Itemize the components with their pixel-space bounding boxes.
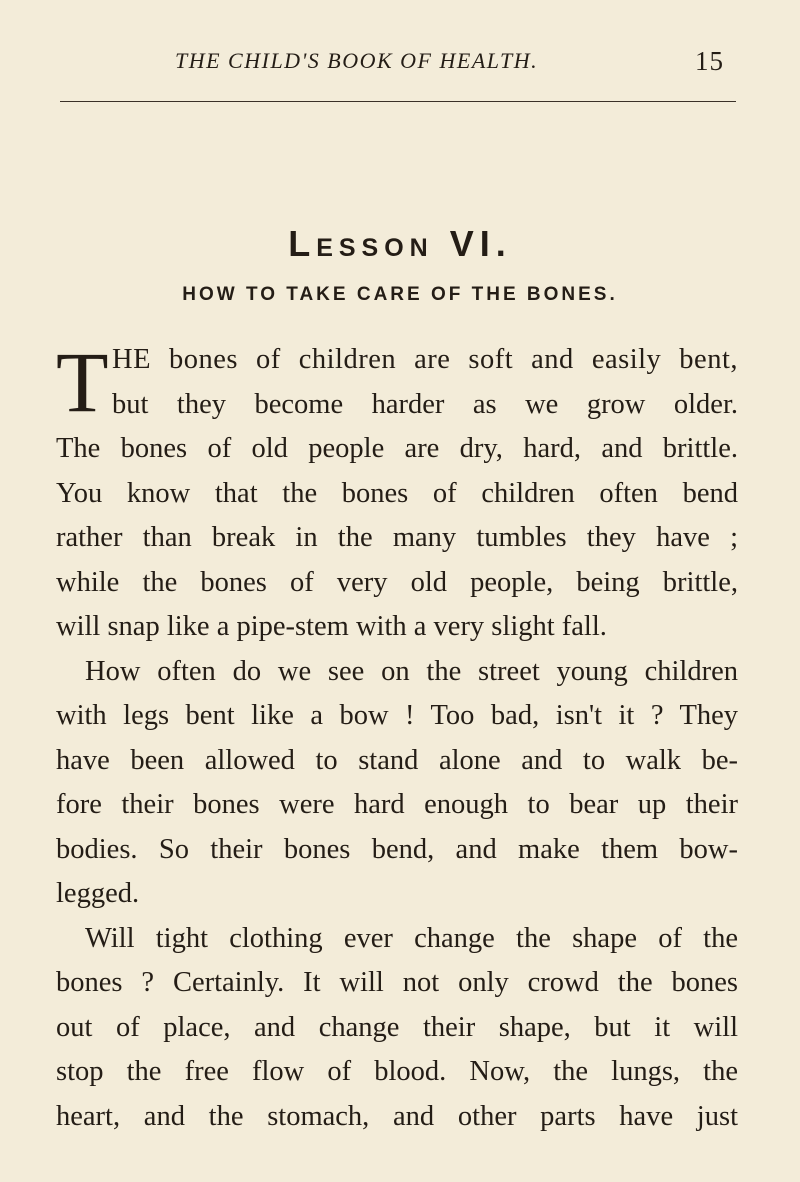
header-rule <box>60 101 736 102</box>
text-line: out of place, and change their shape, but it will <box>56 1011 738 1043</box>
text-line: You know that the bones of children often bend <box>56 477 738 509</box>
lesson-subtitle: HOW TO TAKE CARE OF THE BONES. <box>182 284 618 305</box>
text-line: while the bones of very old people, being brittle, <box>56 566 738 598</box>
text-line: legged. <box>56 878 140 909</box>
running-head <box>175 48 735 82</box>
text-line: How often do we see on the street young children <box>85 655 738 687</box>
page-number: 15 <box>695 46 724 76</box>
text-line: have been allowed to stand alone and to walk be- <box>56 744 738 776</box>
lesson-title: Lesson VI. <box>288 223 512 264</box>
text-line: with legs bent like a bow ! Too bad, isn't it ? They <box>56 700 738 731</box>
text-line: will snap like a pipe-stem with a very slight fall. <box>56 611 607 642</box>
text-line: stop the free flow of blood. Now, the lungs, the <box>56 1056 738 1087</box>
drop-cap: T <box>56 334 109 430</box>
running-title: THE CHILD'S BOOK OF HEALTH. <box>175 48 539 73</box>
text-line: Will tight clothing ever change the shape of the <box>85 922 738 954</box>
text-line: The bones of old people are dry, hard, and brittle. <box>56 433 738 464</box>
body-text <box>56 334 738 1139</box>
text-line: rather than break in the many tumbles they have ; <box>56 522 738 553</box>
text-line: HE bones of children are soft and easily bent, <box>112 344 738 375</box>
text-line: but they become harder as we grow older. <box>112 388 738 420</box>
text-line: fore their bones were hard enough to bear up their <box>56 789 738 820</box>
text-line: bodies. So their bones bend, and make them bow- <box>56 833 738 865</box>
text-line: bones ? Certainly. It will not only crowd the bones <box>56 967 738 998</box>
text-line: heart, and the stomach, and other parts have just <box>56 1100 738 1132</box>
